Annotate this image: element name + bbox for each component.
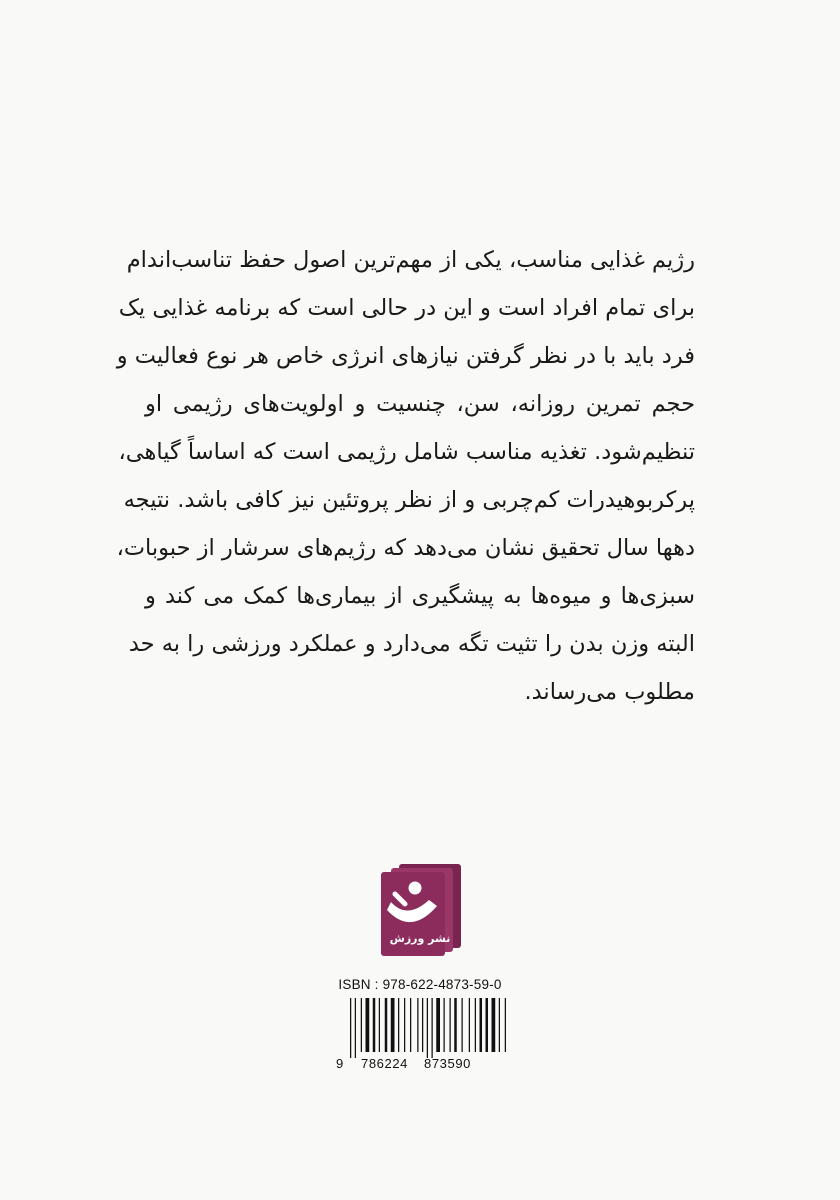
blurb-line: تنظیم‌شود. تغذیه مناسب شامل رژیمی است که اساساً گیاهی، bbox=[118, 439, 695, 465]
barcode-bar bbox=[454, 998, 457, 1052]
barcode-bar bbox=[475, 998, 476, 1052]
barcode-bar bbox=[427, 998, 428, 1058]
blurb-line: دهها سال تحقیق نشان می‌دهد که رژیم‌های سرشار از حبوبات، bbox=[116, 535, 695, 561]
barcode-bar bbox=[398, 998, 399, 1052]
barcode-right-digits: 873590 bbox=[424, 1056, 471, 1071]
barcode-bar bbox=[422, 998, 423, 1052]
barcode-bar bbox=[385, 998, 388, 1052]
barcode-bar bbox=[404, 998, 405, 1052]
blurb-line: مطلوب می‌رساند. bbox=[524, 679, 695, 705]
barcode-bars bbox=[336, 998, 506, 1058]
barcode bbox=[336, 998, 506, 1078]
barcode-bar bbox=[486, 998, 489, 1052]
barcode-bar bbox=[499, 998, 500, 1052]
barcode-bar bbox=[480, 998, 483, 1052]
barcode-bar bbox=[361, 998, 362, 1052]
barcode-bar bbox=[469, 998, 470, 1052]
barcode-left-digits: 786224 bbox=[361, 1056, 408, 1071]
blurb-line: رژیم غذایی مناسب، یکی از مهم‌ترین اصول حفظ تناسب‌اندام bbox=[126, 247, 695, 273]
blurb-line: پرکربوهیدرات کم‌چربی و از نظر پروتئین نیز کافی باشد. نتیجه bbox=[123, 487, 695, 513]
publisher-logo bbox=[377, 864, 463, 956]
publisher-name: نشر ورزش bbox=[389, 932, 451, 945]
barcode-bar bbox=[391, 998, 395, 1052]
barcode-bar bbox=[444, 998, 445, 1052]
barcode-bar bbox=[450, 998, 451, 1052]
barcode-bar bbox=[410, 998, 411, 1052]
barcode-first-digit: 9 bbox=[336, 1056, 344, 1071]
barcode-bar bbox=[417, 998, 418, 1052]
barcode-bar bbox=[355, 998, 356, 1058]
blurb-line: البته وزن بدن را تثیت تگه می‌دارد و عملکرد ورزشی را به حد bbox=[128, 631, 695, 657]
barcode-bar bbox=[379, 998, 380, 1052]
blurb-line: برای تمام افراد است و این در حالی است که برنامه غذایی یک bbox=[118, 295, 695, 321]
barcode-bar bbox=[436, 998, 440, 1052]
barcode-bar bbox=[505, 998, 506, 1052]
barcode-bar bbox=[373, 998, 376, 1052]
blurb-line: سبزی‌ها و میوه‌ها به پیشگیری از بیماری‌ها کمک می کند و bbox=[145, 583, 695, 609]
barcode-bar bbox=[432, 998, 433, 1058]
back-cover-blurb bbox=[116, 236, 695, 716]
barcode-bar bbox=[366, 998, 370, 1052]
barcode-bar bbox=[462, 998, 463, 1052]
logo-mark-head bbox=[409, 882, 422, 895]
blurb-line: حجم تمرین روزانه، سن، چنسیت و اولویت‌های رژیمی او bbox=[145, 391, 695, 417]
blurb-line: فرد باید با در نظر گرفتن نیازهای انرژی خاص هر نوع فعالیت و bbox=[116, 343, 695, 369]
isbn-label: ISBN : 978-622-4873-59-0 bbox=[338, 977, 502, 992]
barcode-bar bbox=[492, 998, 496, 1052]
barcode-bar bbox=[350, 998, 351, 1058]
